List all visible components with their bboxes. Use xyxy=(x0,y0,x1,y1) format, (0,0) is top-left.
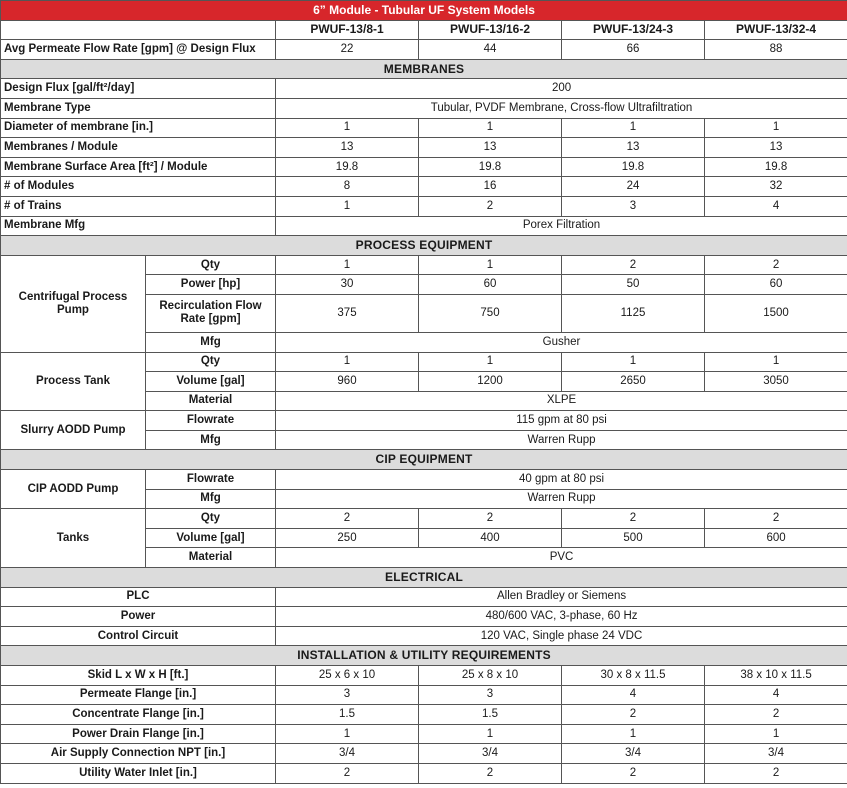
cell-value: 1 xyxy=(705,724,847,744)
group-label: CIP AODD Pump xyxy=(1,470,146,509)
table-row xyxy=(1,666,847,686)
cell-value: 1125 xyxy=(562,294,705,332)
section-header-membranes: MEMBRANES xyxy=(1,59,847,79)
model-header: PWUF-13/8-1 xyxy=(276,20,419,40)
row-label: Power xyxy=(1,607,276,627)
row-label: PLC xyxy=(1,587,276,607)
table-row xyxy=(1,40,847,60)
table-row xyxy=(1,509,847,529)
section-header-process: PROCESS EQUIPMENT xyxy=(1,236,847,256)
cell-value: 13 xyxy=(705,138,847,158)
cell-value: 400 xyxy=(419,528,562,548)
table-row xyxy=(1,724,847,744)
cell-value: 2 xyxy=(276,763,419,783)
model-header: PWUF-13/24-3 xyxy=(562,20,705,40)
table-row xyxy=(1,216,847,236)
cell-value: 3/4 xyxy=(419,744,562,764)
cell-value: 2 xyxy=(419,196,562,216)
group-label: Centrifugal Process Pump xyxy=(1,255,146,352)
cell-value: PVC xyxy=(276,548,847,568)
table-row xyxy=(1,587,847,607)
section-header-row xyxy=(1,646,847,666)
row-label: Avg Permeate Flow Rate [gpm] @ Design Flux xyxy=(1,40,276,60)
sub-label: Volume [gal] xyxy=(146,528,276,548)
cell-value: 22 xyxy=(276,40,419,60)
cell-value: 24 xyxy=(562,177,705,197)
table-row xyxy=(1,98,847,118)
cell-value: 30 xyxy=(276,275,419,295)
cell-value: Porex Filtration xyxy=(276,216,847,236)
cell-value: 1.5 xyxy=(419,705,562,725)
cell-value: 480/600 VAC, 3-phase, 60 Hz xyxy=(276,607,847,627)
cell-value: 4 xyxy=(562,685,705,705)
table-row xyxy=(1,138,847,158)
cell-value: 30 x 8 x 11.5 xyxy=(562,666,705,686)
cell-value: 13 xyxy=(276,138,419,158)
model-header: PWUF-13/16-2 xyxy=(419,20,562,40)
table-row xyxy=(1,763,847,783)
sub-label: Qty xyxy=(146,509,276,529)
sub-label: Qty xyxy=(146,352,276,372)
row-label: Utility Water Inlet [in.] xyxy=(1,763,276,783)
cell-value: 2 xyxy=(705,255,847,275)
cell-value: 1 xyxy=(562,724,705,744)
row-label: # of Modules xyxy=(1,177,276,197)
cell-value: 1 xyxy=(562,352,705,372)
cell-value: 4 xyxy=(705,196,847,216)
cell-value: 2 xyxy=(705,763,847,783)
sub-label: Flowrate xyxy=(146,411,276,431)
cell-value: 960 xyxy=(276,372,419,392)
table-row xyxy=(1,744,847,764)
row-label: Membrane Surface Area [ft²] / Module xyxy=(1,157,276,177)
cell-value: 1 xyxy=(276,352,419,372)
section-header-row xyxy=(1,450,847,470)
row-label: Power Drain Flange [in.] xyxy=(1,724,276,744)
cell-value: 1 xyxy=(705,118,847,138)
sub-label: Mfg xyxy=(146,489,276,509)
cell-value: 19.8 xyxy=(562,157,705,177)
cell-value: 115 gpm at 80 psi xyxy=(276,411,847,431)
sub-label: Recirculation Flow Rate [gpm] xyxy=(146,294,276,332)
cell-value: Warren Rupp xyxy=(276,430,847,450)
cell-value: 1 xyxy=(419,255,562,275)
cell-value: 500 xyxy=(562,528,705,548)
cell-value: 1 xyxy=(705,352,847,372)
cell-value: 19.8 xyxy=(705,157,847,177)
model-header: PWUF-13/32-4 xyxy=(705,20,847,40)
cell-value: 66 xyxy=(562,40,705,60)
cell-value: 1 xyxy=(419,352,562,372)
cell-value: 120 VAC, Single phase 24 VDC xyxy=(276,626,847,646)
group-label: Slurry AODD Pump xyxy=(1,411,146,450)
sub-label: Volume [gal] xyxy=(146,372,276,392)
cell-value: 60 xyxy=(705,275,847,295)
cell-value: 1 xyxy=(419,118,562,138)
cell-value: 1 xyxy=(276,118,419,138)
cell-value: 19.8 xyxy=(419,157,562,177)
table-row xyxy=(1,118,847,138)
cell-value: 88 xyxy=(705,40,847,60)
cell-value: 44 xyxy=(419,40,562,60)
cell-value: 8 xyxy=(276,177,419,197)
section-header-row xyxy=(1,568,847,588)
cell-value: 1 xyxy=(276,255,419,275)
cell-value: 16 xyxy=(419,177,562,197)
cell-value: 1 xyxy=(562,118,705,138)
cell-value: 600 xyxy=(705,528,847,548)
row-label: Air Supply Connection NPT [in.] xyxy=(1,744,276,764)
cell-value: Allen Bradley or Siemens xyxy=(276,587,847,607)
section-header-row xyxy=(1,236,847,256)
table-row xyxy=(1,411,847,431)
cell-value: 1 xyxy=(276,196,419,216)
corner-cell xyxy=(1,20,276,40)
row-label: Permeate Flange [in.] xyxy=(1,685,276,705)
group-label: Tanks xyxy=(1,509,146,568)
cell-value: 2 xyxy=(419,509,562,529)
table-row xyxy=(1,626,847,646)
cell-value: 1 xyxy=(276,724,419,744)
section-header-electrical: ELECTRICAL xyxy=(1,568,847,588)
row-label: Diameter of membrane [in.] xyxy=(1,118,276,138)
cell-value: 32 xyxy=(705,177,847,197)
cell-value: 3/4 xyxy=(276,744,419,764)
cell-value: 4 xyxy=(705,685,847,705)
cell-value: 3050 xyxy=(705,372,847,392)
sub-label: Material xyxy=(146,391,276,411)
row-label: Control Circuit xyxy=(1,626,276,646)
cell-value: 2 xyxy=(705,705,847,725)
row-label: # of Trains xyxy=(1,196,276,216)
cell-value: 50 xyxy=(562,275,705,295)
cell-value: 375 xyxy=(276,294,419,332)
sub-label: Qty xyxy=(146,255,276,275)
cell-value: 19.8 xyxy=(276,157,419,177)
cell-value: Warren Rupp xyxy=(276,489,847,509)
table-title: 6” Module - Tubular UF System Models xyxy=(1,1,847,21)
section-header-installation: INSTALLATION & UTILITY REQUIREMENTS xyxy=(1,646,847,666)
title-row xyxy=(1,1,847,21)
cell-value: 200 xyxy=(276,79,847,99)
table-row xyxy=(1,705,847,725)
sub-label: Mfg xyxy=(146,332,276,352)
cell-value: 2 xyxy=(562,255,705,275)
cell-value: 25 x 6 x 10 xyxy=(276,666,419,686)
table-row xyxy=(1,79,847,99)
table-row xyxy=(1,177,847,197)
row-label: Design Flux [gal/ft²/day] xyxy=(1,79,276,99)
cell-value: 13 xyxy=(562,138,705,158)
cell-value: 2 xyxy=(562,509,705,529)
cell-value: XLPE xyxy=(276,391,847,411)
row-label: Skid L x W x H [ft.] xyxy=(1,666,276,686)
cell-value: 250 xyxy=(276,528,419,548)
cell-value: 3 xyxy=(276,685,419,705)
row-label: Membrane Type xyxy=(1,98,276,118)
cell-value: 13 xyxy=(419,138,562,158)
sub-label: Material xyxy=(146,548,276,568)
section-header-row xyxy=(1,59,847,79)
cell-value: 750 xyxy=(419,294,562,332)
table-row xyxy=(1,255,847,275)
cell-value: 2 xyxy=(562,763,705,783)
row-label: Membranes / Module xyxy=(1,138,276,158)
cell-value: 2650 xyxy=(562,372,705,392)
cell-value: 2 xyxy=(705,509,847,529)
cell-value: 3 xyxy=(562,196,705,216)
table-row xyxy=(1,196,847,216)
cell-value: 2 xyxy=(562,705,705,725)
cell-value: 25 x 8 x 10 xyxy=(419,666,562,686)
cell-value: 38 x 10 x 11.5 xyxy=(705,666,847,686)
table-row xyxy=(1,470,847,490)
cell-value: Tubular, PVDF Membrane, Cross-flow Ultrafiltration xyxy=(276,98,847,118)
table-row xyxy=(1,157,847,177)
cell-value: 60 xyxy=(419,275,562,295)
table-row xyxy=(1,607,847,627)
cell-value: 1200 xyxy=(419,372,562,392)
group-label: Process Tank xyxy=(1,352,146,411)
sub-label: Mfg xyxy=(146,430,276,450)
cell-value: 1 xyxy=(419,724,562,744)
row-label: Membrane Mfg xyxy=(1,216,276,236)
cell-value: 40 gpm at 80 psi xyxy=(276,470,847,490)
row-label: Concentrate Flange [in.] xyxy=(1,705,276,725)
cell-value: 1500 xyxy=(705,294,847,332)
table-row xyxy=(1,685,847,705)
cell-value: 2 xyxy=(276,509,419,529)
table-row xyxy=(1,352,847,372)
cell-value: 1.5 xyxy=(276,705,419,725)
model-header-row xyxy=(1,20,847,40)
sub-label: Power [hp] xyxy=(146,275,276,295)
cell-value: 2 xyxy=(419,763,562,783)
cell-value: 3/4 xyxy=(705,744,847,764)
sub-label: Flowrate xyxy=(146,470,276,490)
cell-value: Gusher xyxy=(276,332,847,352)
section-header-cip: CIP EQUIPMENT xyxy=(1,450,847,470)
cell-value: 3 xyxy=(419,685,562,705)
cell-value: 3/4 xyxy=(562,744,705,764)
